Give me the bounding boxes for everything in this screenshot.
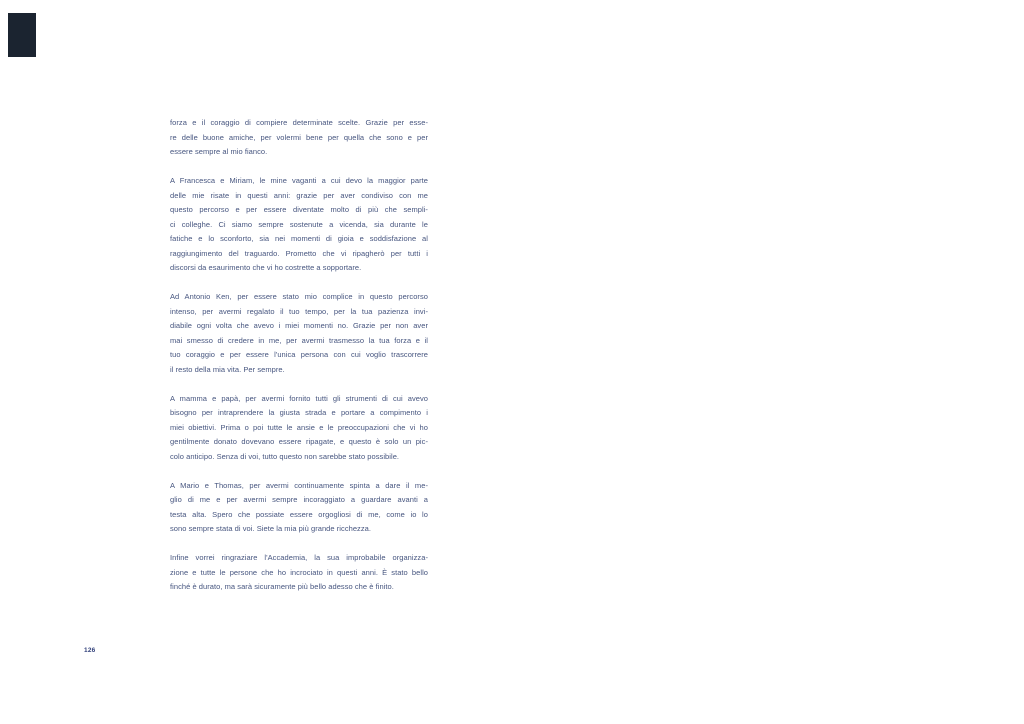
text-line: glio di me e per avermi sempre incoraggiato a guardare avanti a <box>170 495 428 504</box>
text-line: delle mie risate in questi anni: grazie per aver condiviso con me <box>170 190 428 200</box>
text-line: mai smesso di credere in me, per avermi trasmesso la tua forza e il <box>170 335 428 345</box>
paragraph <box>170 392 428 465</box>
corner-block <box>8 13 36 57</box>
text-line: tuo coraggio e per essere l'unica persona con cui voglio trascorrere <box>170 350 428 359</box>
text-line: fatiche e lo sconforto, sia nei momenti di gioia e soddisfazione al <box>170 234 428 243</box>
text-line: gentilmente donato dovevano essere ripagate, e questo è solo un pic- <box>170 437 428 446</box>
text-line: bisogno per intraprendere la giusta strada e portare a compimento i <box>170 408 428 417</box>
text-line: il resto della mia vita. Per sempre. <box>170 364 285 374</box>
text-line: colo anticipo. Senza di voi, tutto questo non sarebbe stato possibile. <box>170 451 400 461</box>
text-line: essere sempre al mio fianco. <box>170 147 268 156</box>
text-line: Infine vorrei ringraziare l'Accademia, la sua improbabile organizza- <box>170 553 428 562</box>
paragraph <box>170 290 428 377</box>
text-line: sono sempre stata di voi. Siete la mia più grande ricchezza. <box>170 524 372 533</box>
text-line: questo percorso e per essere diventate molto di più che sempli- <box>170 205 428 214</box>
paragraph <box>170 479 428 537</box>
text-line: A mamma e papà, per avermi fornito tutti gli strumenti di cui avevo <box>170 393 428 403</box>
text-line: testa alta. Spero che possiate essere orgogliosi di me, come io lo <box>170 509 428 519</box>
text-line: zione e tutte le persone che ho incrociato in questi anni. È stato bello <box>170 567 428 577</box>
text-line: A Mario e Thomas, per avermi continuamente spinta a dare il me- <box>170 480 428 490</box>
text-line: re delle buone amiche, per volermi bene per quella che sono e per <box>170 132 428 142</box>
text-line: intenso, per avermi regalato il tuo tempo, per la tua pazienza invi- <box>170 306 428 316</box>
paragraph <box>170 551 428 595</box>
text-line: discorsi da esaurimento che vi ho costrette a sopportare. <box>170 263 362 272</box>
text-line: finché è durato, ma sarà sicuramente più bello adesso che è finito. <box>170 582 394 591</box>
paragraph <box>170 174 428 276</box>
text-line: raggiungimento del traguardo. Prometto che vi ripagherò per tutti i <box>170 248 428 258</box>
text-line: miei obiettivi. Prima o poi tutte le ansie e le preoccupazioni che vi ho <box>170 422 428 432</box>
text-line: ci colleghe. Ci siamo sempre sostenute a vicenda, sia durante le <box>170 219 428 229</box>
text-line: A Francesca e Miriam, le mine vaganti a cui devo la maggior parte <box>170 176 428 185</box>
acknowledgments-text <box>170 116 428 595</box>
text-line: Ad Antonio Ken, per essere stato mio complice in questo percorso <box>170 292 428 301</box>
text-line: forza e il coraggio di compiere determinate scelte. Grazie per esse- <box>170 118 428 127</box>
page-number: 126 <box>84 647 96 654</box>
paragraph <box>170 116 428 160</box>
text-line: diabile ogni volta che avevo i miei momenti no. Grazie per non aver <box>170 321 428 330</box>
